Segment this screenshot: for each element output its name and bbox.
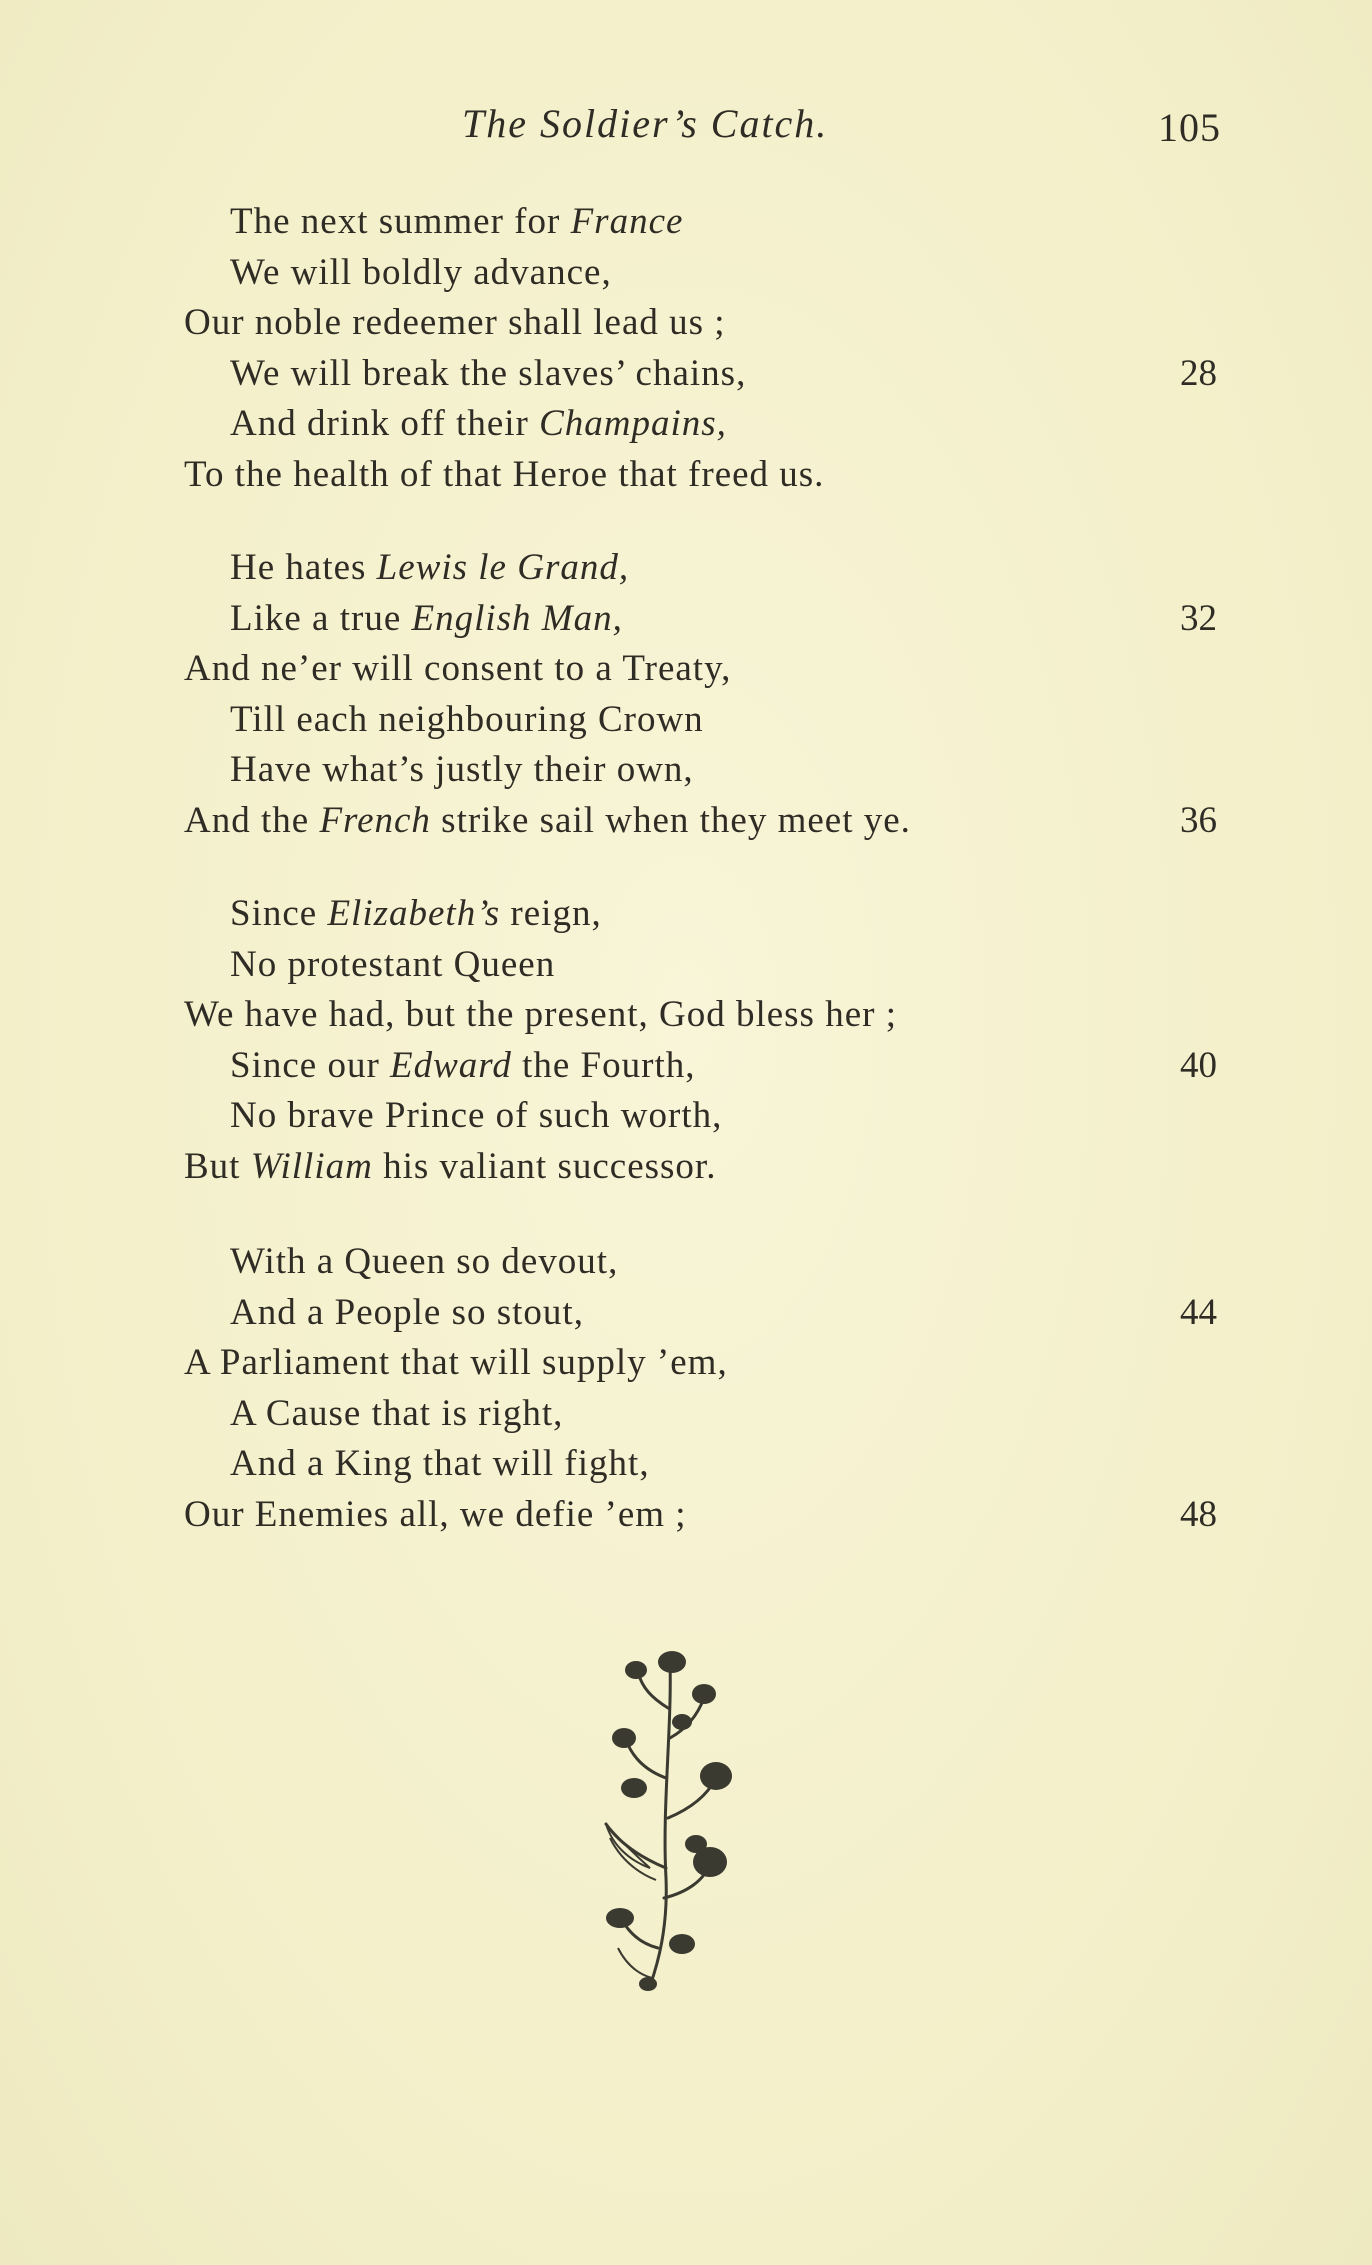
line-text: And the (184, 800, 320, 841)
poem-line (230, 542, 629, 594)
poem-line (230, 1090, 722, 1142)
poem-line (184, 989, 897, 1041)
poem-line (230, 1287, 584, 1339)
line-text: But (184, 1146, 251, 1187)
poem-line (230, 1388, 563, 1440)
poem-line (230, 196, 683, 248)
page-number: 105 (1158, 105, 1221, 150)
poem-line (184, 449, 824, 501)
line-italic-text: Champains, (539, 403, 727, 444)
poem-line (184, 643, 731, 695)
line-text: Have what’s justly their own, (230, 749, 694, 790)
poem-line (184, 1141, 716, 1193)
poem-line (230, 694, 704, 746)
line-italic-text: Edward (390, 1045, 512, 1086)
poem-line (230, 939, 555, 991)
line-text: Like a true (230, 598, 412, 639)
line-text: Our noble redeemer shall lead us ; (184, 302, 726, 343)
line-text: We have had, but the present, God bless her ; (184, 994, 897, 1035)
poem-line (230, 888, 602, 940)
line-text: And drink off their (230, 403, 540, 444)
line-text: A Parliament that will supply ’em, (184, 1342, 728, 1383)
line-italic-text: Elizabeth’s (327, 893, 501, 934)
poem-line (184, 297, 726, 349)
line-text-after: reign, (500, 893, 602, 934)
line-text: And a People so stout, (230, 1292, 584, 1333)
line-text: And a King that will fight, (230, 1443, 650, 1484)
line-number: 40 (1180, 1045, 1217, 1086)
line-text: To the health of that Heroe that freed us. (184, 454, 825, 495)
floral-sprig-icon (592, 1648, 752, 1993)
poem-line (230, 1040, 695, 1092)
line-text-after: his valiant successor. (372, 1146, 717, 1187)
line-text: No protestant Queen (230, 944, 556, 985)
line-text: We will boldly advance, (230, 252, 612, 293)
line-text-after: strike sail when they meet ye. (430, 800, 911, 841)
poem-line (230, 1438, 650, 1490)
line-text: Since (230, 893, 328, 934)
line-text: Since our (230, 1045, 391, 1086)
poem-line (230, 593, 623, 645)
line-text: A Cause that is right, (230, 1393, 564, 1434)
running-title: The Soldier’s Catch. (462, 101, 829, 146)
poem-line (184, 1489, 687, 1541)
poem-line (230, 1236, 618, 1288)
line-number: 36 (1180, 800, 1217, 841)
poem-line (184, 1337, 728, 1389)
line-italic-text: Lewis le Grand, (376, 547, 630, 588)
line-text: He hates (230, 547, 377, 588)
line-text-after: the Fourth, (511, 1045, 696, 1086)
line-italic-text: French (319, 800, 431, 841)
line-number: 48 (1180, 1494, 1217, 1535)
line-number: 32 (1180, 598, 1217, 639)
line-italic-text: William (250, 1146, 373, 1187)
poem-line (230, 247, 612, 299)
line-italic-text: English Man, (411, 598, 623, 639)
poem-line (230, 398, 727, 450)
line-number: 44 (1180, 1292, 1217, 1333)
line-text: Till each neighbouring Crown (230, 699, 704, 740)
line-text: Our Enemies all, we defie ’em ; (184, 1494, 687, 1535)
line-text: And ne’er will consent to a Treaty, (184, 648, 732, 689)
poem-line (184, 795, 911, 847)
line-number: 28 (1180, 353, 1217, 394)
line-text: We will break the slaves’ chains, (230, 353, 747, 394)
line-text: The next summer for (230, 201, 571, 242)
line-text: No brave Prince of such worth, (230, 1095, 723, 1136)
poem-line (230, 744, 694, 796)
line-text: With a Queen so devout, (230, 1241, 619, 1282)
line-italic-text: France (570, 201, 684, 242)
poem-line (230, 348, 746, 400)
